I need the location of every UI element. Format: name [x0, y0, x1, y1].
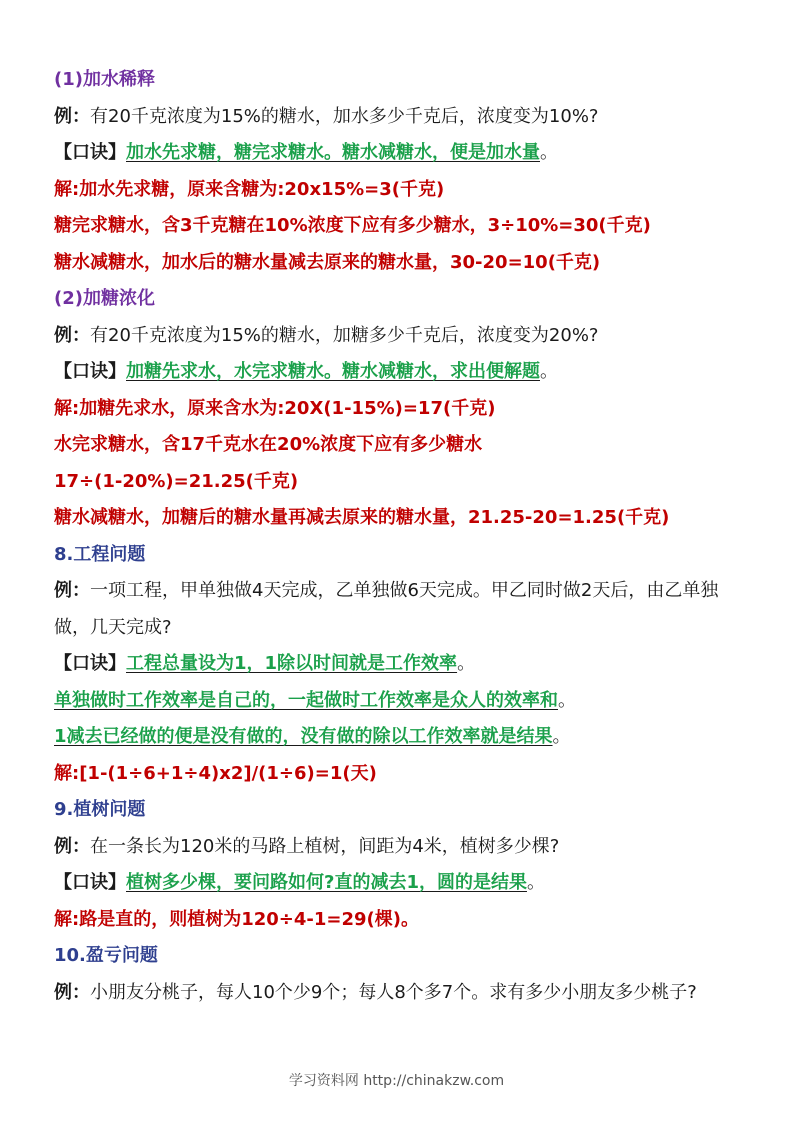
line-end-punct: 。 — [526, 872, 545, 893]
mnemonic-text: 单独做时工作效率是自己的，一起做时工作效率是众人的效率和 — [54, 689, 558, 711]
example-text: 一项工程，甲单独做4天完成，乙单独做6天完成。甲乙同时做2天后，由乙单独做，几天完成? — [54, 580, 719, 638]
solution-line: 糖水减糖水，加水后的糖水量减去原来的糖水量，30-20=10(千克) — [54, 251, 601, 273]
solution-line: 水完求糖水，含17千克水在20%浓度下应有多少糖水 — [54, 434, 483, 455]
example-label: 例： — [54, 105, 90, 127]
solution-line: 糖水减糖水，加糖后的糖水量再减去原来的糖水量，21.25-20=1.25(千克) — [54, 507, 670, 528]
page-footer: 学习资料网 http://chinakzw.com — [288, 1073, 505, 1089]
mnemonic-label: 【口诀】 — [54, 653, 126, 674]
sub-heading: (1)加水稀释 — [54, 69, 155, 90]
mnemonic-text: 1减去已经做的便是没有做的，没有做的除以工作效率就是结果 — [54, 726, 553, 747]
section-heading: 8.工程问题 — [54, 543, 146, 565]
mnemonic-label: 【口诀】 — [54, 361, 126, 382]
example-label: 例： — [54, 324, 90, 346]
solution-line: 解:路是直的，则植树为120÷4-1=29(棵)。 — [54, 908, 419, 930]
example-text: 在一条长为120米的马路上植树，间距为4米，植树多少棵? — [90, 835, 560, 857]
example-text: 有20千克浓度为15%的糖水，加水多少千克后，浓度变为10%? — [90, 105, 599, 127]
example-label: 例： — [54, 981, 90, 1003]
solution-line: 解:[1-(1÷6+1÷4)x2]/(1÷6)=1(天) — [54, 762, 377, 784]
mnemonic-continuation — [54, 719, 753, 756]
mnemonic-text: 加糖先求水，水完求糖水。糖水减糖水，求出便解题 — [126, 361, 540, 382]
example-text: 有20千克浓度为15%的糖水，加糖多少千克后，浓度变为20%? — [90, 324, 599, 346]
example-line — [54, 829, 753, 866]
example-line — [54, 975, 754, 1012]
example-text: 小朋友分桃子，每人10个少9个；每人8个多7个。求有多少小朋友多少桃子? — [90, 981, 697, 1003]
mnemonic-text: 加水先求糖，糖完求糖水。糖水减糖水，便是加水量 — [126, 142, 540, 163]
line-end-punct: 。 — [558, 689, 576, 711]
mnemonic-continuation — [54, 683, 753, 720]
example-line — [54, 573, 754, 646]
solution-line: 解:加糖先求水，原来含水为:20X(1-15%)=17(千克) — [54, 397, 496, 419]
mnemonic-label: 【口诀】 — [54, 142, 126, 163]
mnemonic-line — [54, 135, 753, 172]
solution-line: 17÷(1-20%)=21.25(千克) — [54, 470, 299, 492]
example-label: 例： — [54, 580, 90, 601]
sub-heading: (2)加糖浓化 — [54, 288, 155, 309]
example-label: 例： — [54, 835, 90, 857]
mnemonic-text: 工程总量设为1，1除以时间就是工作效率 — [126, 653, 458, 674]
mnemonic-line — [54, 354, 753, 391]
mnemonic-line — [54, 865, 753, 902]
solution-line: 糖完求糖水，含3千克糖在10%浓度下应有多少糖水，3÷10%=30(千克) — [54, 215, 651, 236]
example-line — [54, 99, 753, 136]
line-end-punct: 。 — [457, 653, 476, 674]
line-end-punct: 。 — [552, 726, 571, 747]
section-heading: 10.盈亏问题 — [54, 945, 158, 966]
solution-line: 解:加水先求糖，原来含糖为:20x15%=3(千克) — [54, 178, 445, 200]
example-line — [54, 318, 753, 355]
line-end-punct: 。 — [540, 361, 558, 382]
mnemonic-label: 【口诀】 — [54, 872, 126, 893]
line-end-punct: 。 — [540, 142, 558, 163]
section-heading: 9.植树问题 — [54, 799, 146, 820]
document-content — [54, 62, 753, 1011]
mnemonic-text: 植树多少棵，要问路如何?直的减去1，圆的是结果 — [126, 872, 527, 893]
mnemonic-line — [54, 646, 753, 683]
